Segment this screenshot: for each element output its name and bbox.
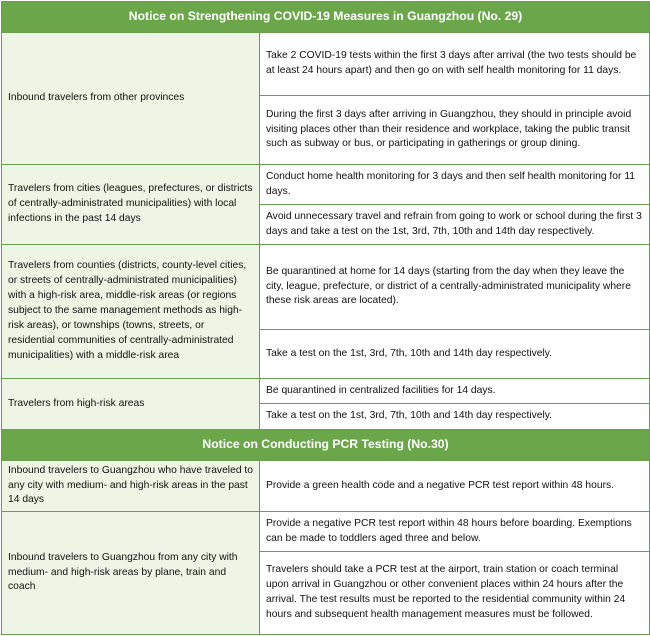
measure-cell: Take 2 COVID-19 tests within the first 3 days after arrival (the two tests should be at least 24 hours apart) and then go on with self health monitoring for 11 days.: [260, 33, 650, 96]
category-cell: Travelers from counties (districts, county-level cities, or streets of centrally-administrated municipalities) with a high-risk area, middle-risk areas (or regions subject to the same management methods as high-risk areas), or townships (towns, streets, or residential communities of centrally-administrated municipalities) with a middle-risk area: [2, 245, 260, 379]
measure-cell: During the first 3 days after arriving in Guangzhou, they should in principle avoid visiting places other than their residence and workplace, taking the public transit such as subway or bus, or participating in gatherings or group dining.: [260, 96, 650, 165]
category-cell: Inbound travelers to Guangzhou who have traveled to any city with medium- and high-risk areas in the past 14 days: [2, 461, 260, 512]
category-cell: Inbound travelers from other provinces: [2, 33, 260, 165]
measures-table: [1, 1, 650, 635]
table-row: [2, 461, 650, 512]
measure-cell: Be quarantined in centralized facilities for 14 days.: [260, 379, 650, 404]
table-row: [2, 245, 650, 330]
measure-cell: Take a test on the 1st, 3rd, 7th, 10th and 14th day respectively.: [260, 404, 650, 430]
notice1-header-row: [2, 2, 650, 33]
measure-cell: Be quarantined at home for 14 days (starting from the day when they leave the city, league, prefecture, or district of a centrally-administrated municipality where these risk areas are located).: [260, 245, 650, 330]
notice1-title: Notice on Strengthening COVID-19 Measures in Guangzhou (No. 29): [2, 2, 650, 33]
measure-cell: Provide a negative PCR test report within 48 hours before boarding. Exemptions can be made to toddlers aged three and below.: [260, 512, 650, 552]
category-cell: Travelers from cities (leagues, prefectures, or districts of centrally-administrated municipalities) with local infections in the past 14 days: [2, 165, 260, 245]
category-cell: Inbound travelers to Guangzhou from any city with medium- and high-risk areas by plane, train and coach: [2, 512, 260, 635]
notice-document: [1, 1, 649, 634]
notice2-title: Notice on Conducting PCR Testing (No.30): [2, 430, 650, 461]
table-row: [2, 33, 650, 96]
measure-cell: Travelers should take a PCR test at the airport, train station or coach terminal upon arrival in Guangzhou or other convenient places within 24 hours after the arrival. The test results must be reported to the residential community within 24 hours and subsequent health management measures must be followed.: [260, 552, 650, 635]
measure-cell: Provide a green health code and a negative PCR test report within 48 hours.: [260, 461, 650, 512]
measure-cell: Avoid unnecessary travel and refrain from going to work or school during the first 3 days and take a test on the 1st, 3rd, 7th, 10th and 14th day respectively.: [260, 205, 650, 245]
measure-cell: Take a test on the 1st, 3rd, 7th, 10th and 14th day respectively.: [260, 330, 650, 379]
notice2-header-row: [2, 430, 650, 461]
table-row: [2, 512, 650, 552]
table-row: [2, 379, 650, 404]
measure-cell: Conduct home health monitoring for 3 days and then self health monitoring for 11 days.: [260, 165, 650, 205]
category-cell: Travelers from high-risk areas: [2, 379, 260, 430]
table-row: [2, 165, 650, 205]
